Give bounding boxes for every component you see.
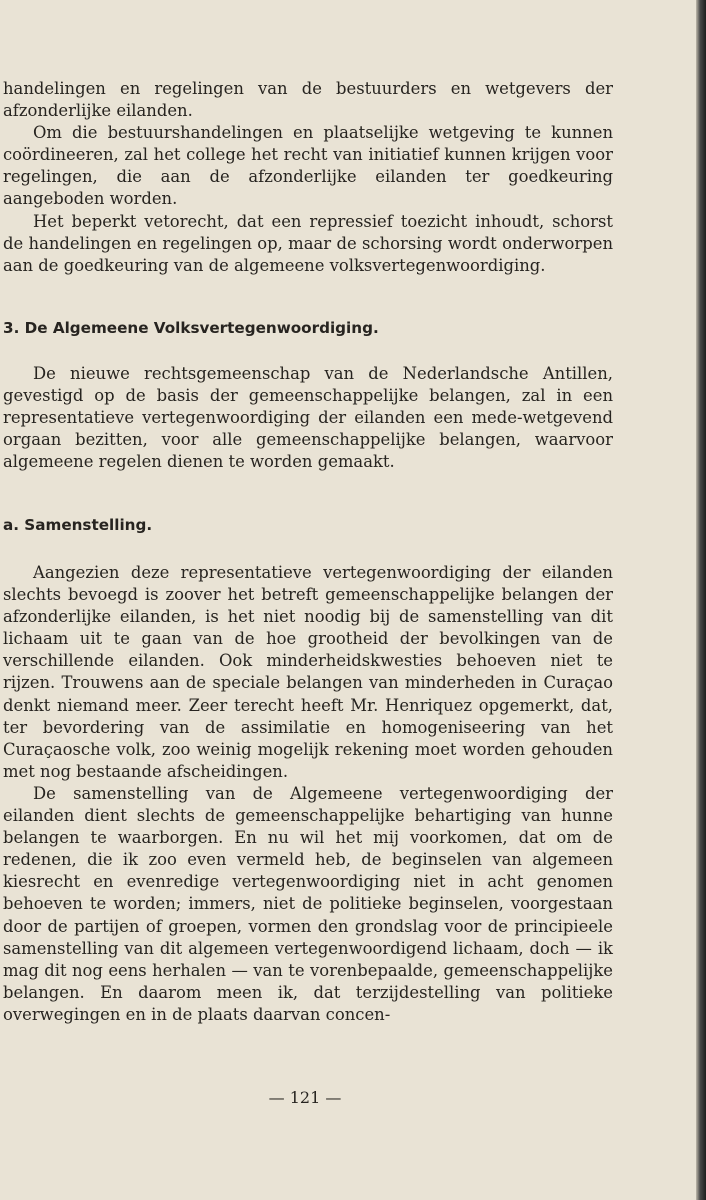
section-heading: 3. De Algemeene Volksvertegenwoordiging.: [3, 319, 379, 337]
section3-text: [3, 363, 613, 473]
paragraph: Om die bestuurshandelingen en plaatselijke wetgeving te kunnen coördineeren, zal het college het recht van initiatief kunnen krijgen voor regelingen, die aan de afzonderlijke eilanden ter goedkeuring aangeboden worden.: [3, 123, 613, 209]
subsection-heading: a. Samenstelling.: [3, 516, 153, 534]
paragraph: De samenstelling van de Algemeene vertegenwoordiging der eilanden dient slechts de gemeenschappelijke behartiging van hunne belangen te waarborgen. En nu wil het mij voorkomen, dat om de redenen, die ik zoo even vermeld heb, de beginselen van algemeen kiesrecht en evenredige vertegenwoordiging niet in acht genomen behoeven te worden; immers, niet de politieke beginselen, voorgestaan door de partijen of groepen, vormen den grondslag voor de principieele samenstelling van dit algemeen vertegenwoordigend lichaam, doch — ik mag dit nog eens herhalen — van te vorenbepaalde, gemeenschappelijke belangen. En daarom meen ik, dat terzijdestelling van politieke overwegingen en in de plaats daarvan concen-: [3, 783, 613, 1024]
subsection-text: [3, 562, 613, 1026]
page-number: — 121 —: [268, 1088, 342, 1107]
paragraph: De nieuwe rechtsgemeenschap van de Nederlandsche Antillen, gevestigd op de basis der gemeenschappelijke belangen, zal in een representatieve vertegenwoordiging der eilanden een mede-wetgevend orgaan bezitten, voor alle gemeenschappelijke belangen, waarvoor algemeene regelen dienen te worden gemaakt.: [3, 364, 613, 472]
continuation-text: [3, 78, 613, 277]
page-edge: [696, 0, 706, 1200]
paragraph: Het beperkt vetorecht, dat een repressief toezicht inhoudt, schorst de handelingen en regelingen op, maar de schorsing wordt onderworpen aan de goedkeuring van de algemeene volksvertegenwoordiging.: [3, 211, 613, 275]
paragraph: handelingen en regelingen van de bestuurders en wetgevers der afzonderlijke eilanden.: [3, 79, 613, 121]
paragraph: Aangezien deze representatieve vertegenwoordiging der eilanden slechts bevoegd is zoover het betreft gemeenschappelijke belangen der afzonderlijke eilanden, is het niet noodig bij de samenstelling van dit lichaam uit te gaan van de hoe grootheid der bevolkingen van de verschillende eilanden. Ook minderheidskwesties behoeven niet te rijzen. Trouwens aan de speciale belangen van minderheden in Curaçao denkt niemand meer. Zeer terecht heeft Mr. Henriquez opgemerkt, dat, ter bevordering van de assimilatie en homogeniseering van het Curaçaosche volk, zoo weinig mogelijk rekening moet worden gehouden met nog bestaande afscheidingen.: [3, 563, 613, 781]
